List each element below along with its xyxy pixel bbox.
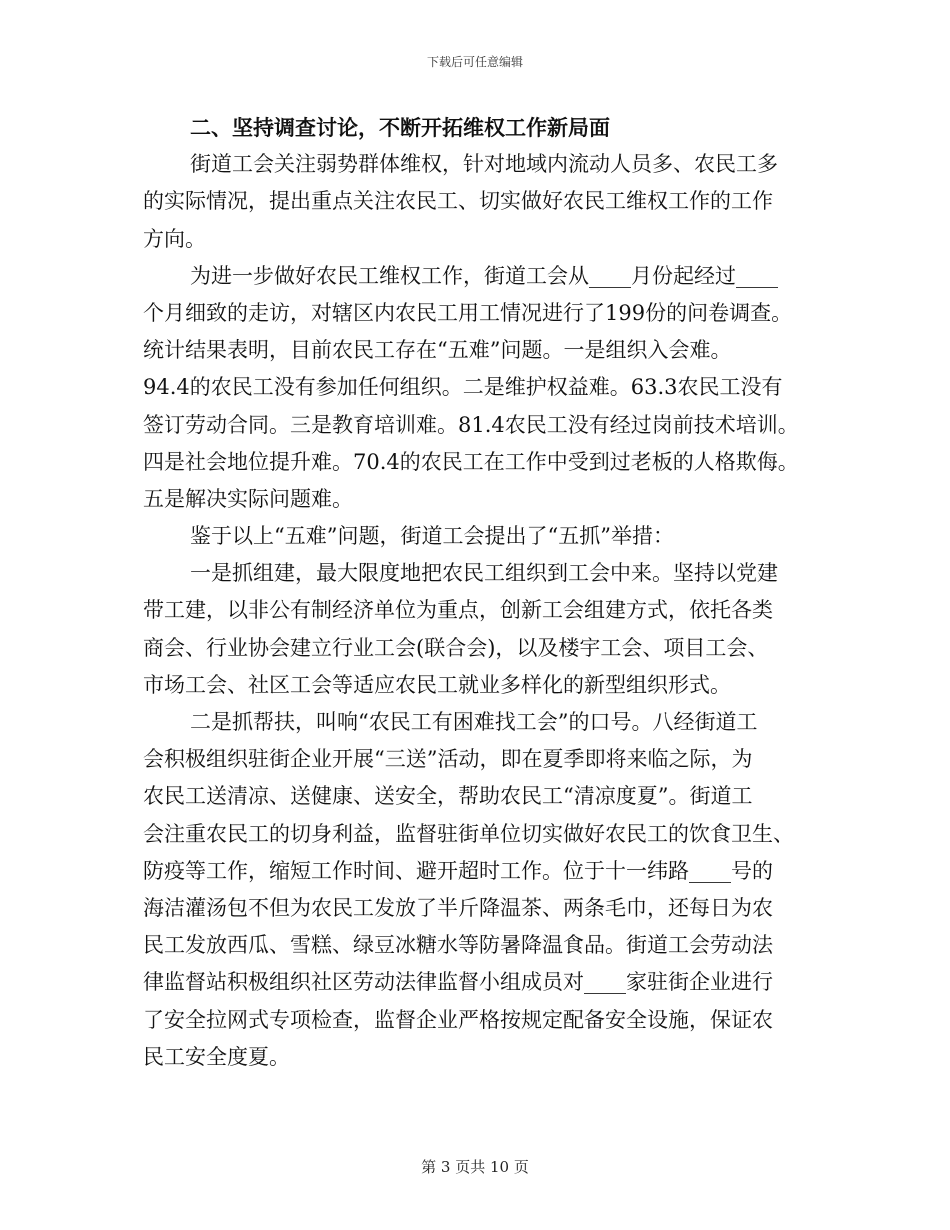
- paragraph-line: 二是抓帮扶，叫响“农民工有困难找工会”的口号。八经街道工: [190, 710, 758, 734]
- paragraph-line: 94.4的农民工没有参加任何组织。二是维护权益难。63.3农民工没有: [143, 375, 783, 400]
- paragraph-line: 海洁灌汤包不但为农民工发放了半斤降温茶、两条毛巾，还每日为农: [143, 895, 773, 920]
- paragraph-line: 会积极组织驻街企业开展“三送”活动，即在夏季即将来临之际，为: [143, 747, 753, 772]
- paragraph-line: 民工发放西瓜、雪糕、绿豆冰糖水等防暑降温食品。街道工会劳动法: [143, 933, 773, 958]
- paragraph-line: 五是解决实际问题难。: [143, 486, 353, 511]
- paragraph-line: 会注重农民工的切身利益，监督驻街单位切实做好农民工的饮食卫生、: [143, 821, 794, 846]
- paragraph: [143, 704, 823, 1076]
- paragraph-line: 为进一步做好农民工维权工作，街道工会从____月份起经过____: [190, 263, 778, 288]
- paragraph-line: 一是抓组建，最大限度地把农民工组织到工会中来。坚持以党建: [190, 561, 778, 586]
- paragraph: [143, 518, 823, 555]
- paragraph-line: 市场工会、社区工会等适应农民工就业多样化的新型组织形式。: [143, 672, 731, 697]
- paragraph: [143, 146, 823, 258]
- paragraph-line: 带工建，以非公有制经济单位为重点，创新工会组建方式，依托各类: [143, 598, 773, 623]
- paragraph-line: 防疫等工作，缩短工作时间、避开超时工作。位于十一纬路____号的: [143, 858, 773, 883]
- paragraph-line: 街道工会关注弱势群体维权，针对地域内流动人员多、农民工多: [190, 152, 778, 177]
- header-note: 下载后可任意编辑: [426, 55, 523, 69]
- paragraph-line: 方向。: [143, 226, 206, 251]
- document-body: [143, 109, 823, 1076]
- paragraph-line: 了安全拉网式专项检查，监督企业严格按规定配备安全设施，保证农: [143, 1007, 773, 1032]
- section-heading: 二、坚持调查讨论，不断开拓维权工作新局面: [190, 115, 610, 140]
- paragraph-line: 四是社会地位提升难。70.4的农民工在工作中受到过老板的人格欺侮。: [143, 449, 799, 474]
- paragraph-line: 律监督站积极组织社区劳动法律监督小组成员对____家驻街企业进行: [143, 970, 773, 995]
- paragraph: [143, 555, 823, 704]
- paragraph-line: 民工安全度夏。: [143, 1044, 290, 1069]
- paragraph-line: 的实际情况，提出重点关注农民工、切实做好农民工维权工作的工作: [143, 189, 773, 214]
- paragraph-line: 鉴于以上“五难”问题，街道工会提出了“五抓”举措：: [190, 524, 674, 549]
- paragraph-line: 农民工送清凉、送健康、送安全，帮助农民工“清凉度夏”。街道工: [143, 784, 753, 809]
- paragraph-line: 商会、行业协会建立行业工会(联合会)，以及楼宇工会、项目工会、: [143, 635, 769, 660]
- paragraph-line: 个月细致的走访，对辖区内农民工用工情况进行了199份的问卷调查。: [143, 300, 793, 325]
- paragraph: [143, 258, 823, 518]
- paragraph-line: 签订劳动合同。三是教育培训难。81.4农民工没有经过岗前技术培训。: [143, 412, 799, 437]
- page-number-footer: 第 3 页共 10 页: [421, 1158, 529, 1176]
- paragraph-line: 统计结果表明，目前农民工存在“五难”问题。一是组织入会难。: [143, 338, 732, 363]
